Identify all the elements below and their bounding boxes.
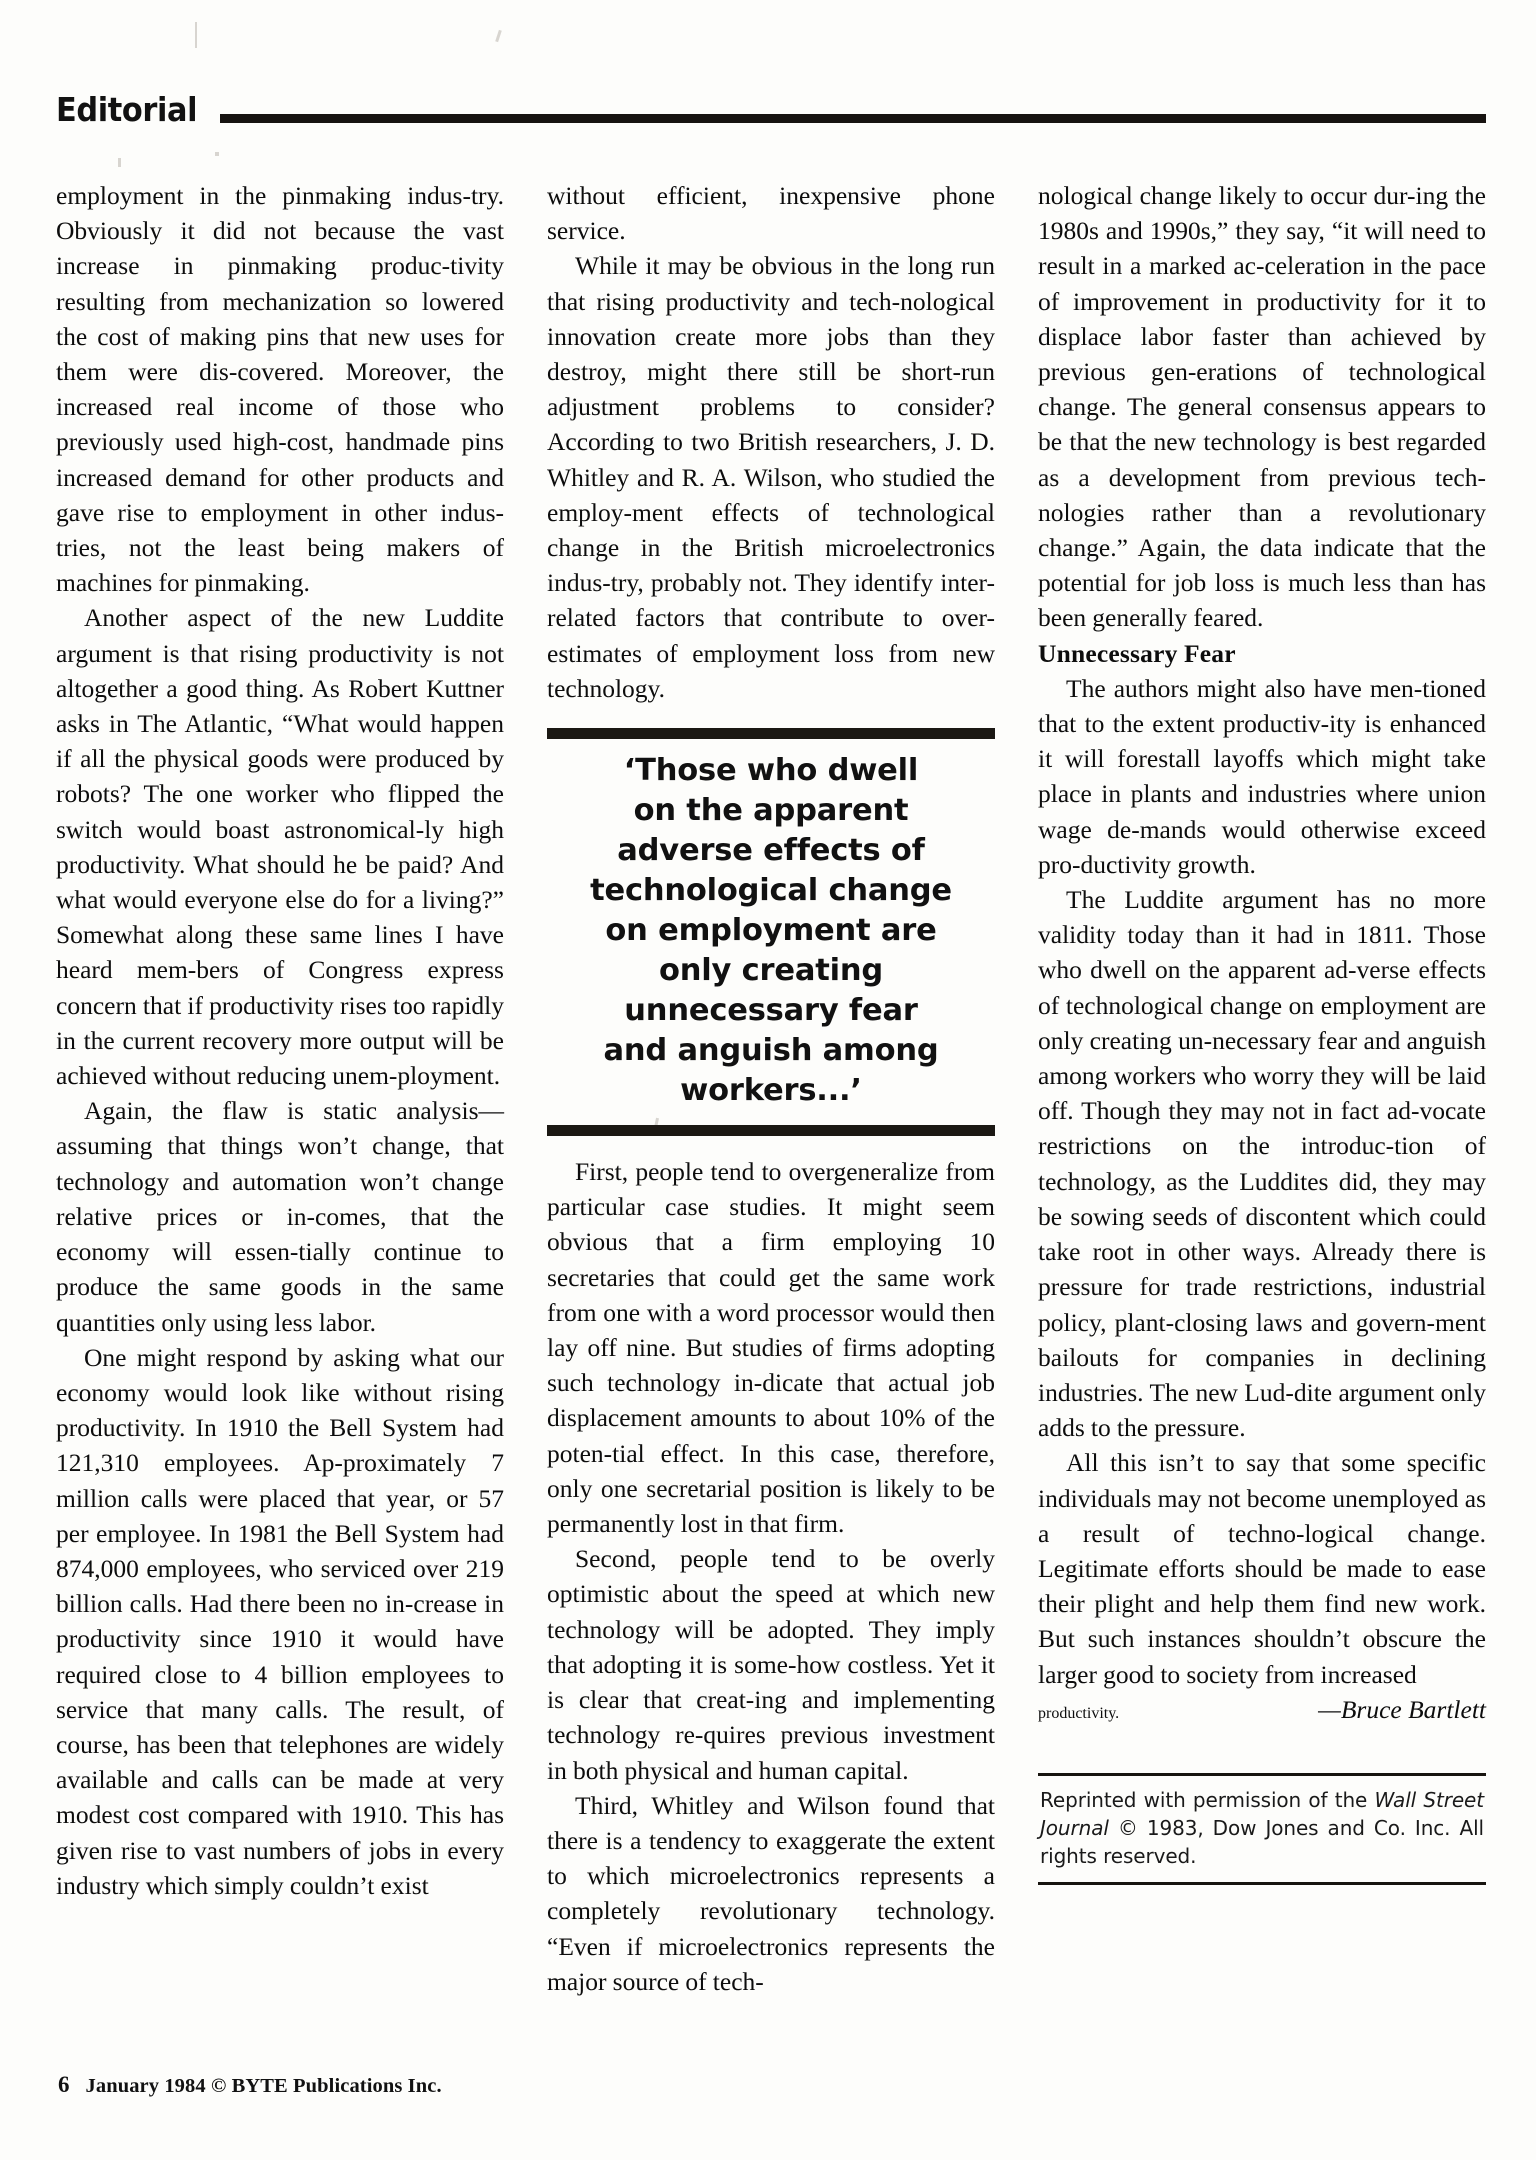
reprint-part-1: Reprinted with permission of the xyxy=(1040,1787,1375,1812)
page-title: Editorial xyxy=(56,90,198,129)
article-attribution xyxy=(1038,1692,1486,1727)
pull-quote-line: adverse effects of xyxy=(617,833,925,869)
pull-quote-text xyxy=(547,739,995,1117)
paragraph: The authors might also have men-tioned that to the extent productiv-ity is enhanced it will forestall layoffs which might take place in plants and industries where union wage de-mands would otherwise exceed pro-ductivity growth. xyxy=(1038,673,1486,879)
paragraph: nological change likely to occur dur-ing the 1980s and 1990s,” they say, “it will need to result in a marked ac-celeration in the pace of improvement in productivity for it to displace labor faster than achieved by previous gen-erations of technological change. The general consensus appears to be that the new technology is best regarded as a development from previous tech-nologies rather than a revolutionary change.” Again, the data indicate that the potential for job loss is much less than has been generally feared. xyxy=(1038,181,1486,633)
column-middle xyxy=(547,178,995,1996)
paragraph: First, people tend to overgeneralize from particular case studies. It might seem obvious that a firm employing 10 secretaries that could get the same work from one with a word processor would then lay off nine. But studies of firms adopting such technology in-dicate that actual job displacement amounts to about 10% of the poten-tial effect. In this case, therefore, only one secretarial position is likely to be permanently lost in that firm. xyxy=(547,1157,995,1539)
footer-page-number: 6 xyxy=(58,2072,70,2097)
scan-speck xyxy=(195,22,197,48)
paragraph: Again, the flaw is static analysis—assuming that things won’t change, that technology and automation won’t change relative prices or in-comes, that the economy will essen-tially continue to produce the same goods in the same quantities only using less labor. xyxy=(56,1096,504,1337)
paragraph: without efficient, inexpensive phone service. xyxy=(547,181,995,246)
pull-quote-line: on the apparent xyxy=(633,793,909,829)
pull-quote-bottom-rule xyxy=(547,1125,995,1136)
paragraph: Second, people tend to be overly optimistic about the speed at which new technology will be adopted. They imply that adopting it is some-how costless. Yet it is clear that creat-ing and implementing technology re-quires previous investment in both physical and human capital. xyxy=(547,1544,995,1785)
pull-quote-line: ‘Those who dwell xyxy=(623,753,919,789)
scan-speck xyxy=(118,158,121,167)
pull-quote-line: technological change xyxy=(590,873,952,909)
pull-quote xyxy=(547,728,995,1136)
paragraph: Another aspect of the new Luddite argument is that rising productivity is not altogether a good thing. As Robert Kuttner asks in The Atlantic, “What would happen if all the physical goods were produced by robots? The one worker who flipped the switch would boast astronomical-ly high productivity. What should he be paid? And what would everyone else do for a living?” Somewhat along these same lines I have heard mem-bers of Congress express concern that if productivity rises too rapidly in the current recovery more output will be achieved without reducing unem-ployment. xyxy=(56,603,504,1091)
paragraph: Third, Whitley and Wilson found that there is a tendency to exaggerate the extent to which microelectronics represents a completely revolutionary technology. “Even if microelectronics represents the major source of tech- xyxy=(547,1790,995,1996)
reprint-part-2: © 1983, Dow Jones and Co. Inc. All rights reserved. xyxy=(1040,1815,1484,1868)
article-columns xyxy=(56,178,1488,1996)
pull-quote-line: on employment are xyxy=(605,913,937,949)
section-subhead: Unnecessary Fear xyxy=(1038,638,1236,668)
reprint-notice-text xyxy=(1040,1786,1484,1870)
paragraph: One might respond by asking what our economy would look like without rising productivity. In 1910 the Bell System had 121,310 employees. Ap-proximately 7 million calls were placed that year, or 57 per employee. In 1981 the Bell System had 874,000 employees, who serviced over 219 billion calls. Had there been no in-crease in productivity since 1910 it would have required close to 4 billion employees to service that many calls. The result, of course, has been that telephones are widely available and calls can be made at very modest cost compared with 1910. This has given rise to vast numbers of jobs in every industry which simply couldn’t exist xyxy=(56,1342,504,1900)
pull-quote-line: unnecessary fear xyxy=(624,993,918,1029)
reprint-notice xyxy=(1038,1773,1486,1885)
pull-quote-line: only creating xyxy=(659,953,883,989)
scan-speck xyxy=(215,152,219,156)
paragraph: While it may be obvious in the long run that rising productivity and tech-nological innovation create more jobs than they destroy, might there still be short-run adjustment problems to consider? According to two British researchers, J. D. Whitley and R. A. Wilson, who studied the employ-ment effects of technological change in the British microelectronics indus-try, probably not. They identify inter-related factors that contribute to over-estimates of employment loss from new technology. xyxy=(547,251,995,703)
column-right xyxy=(1038,178,1486,1978)
scan-speck xyxy=(495,30,502,42)
pull-quote-line: and anguish among xyxy=(603,1033,939,1069)
reprint-publication-name: Wall Street Journal xyxy=(1040,1787,1484,1840)
paragraph: employment in the pinmaking indus-try. Obviously it did not because the vast increase in pinmaking produc-tivity resulting from mechanization so lowered the cost of making pins that new uses for them were dis-covered. Moreover, the increased real income of those who previously used high-cost, handmade pins increased demand for other products and gave rise to employment in other indus-tries, not the least being makers of machines for pinmaking. xyxy=(56,181,504,598)
masthead xyxy=(56,72,1486,128)
pull-quote-line: workers...’ xyxy=(680,1073,862,1109)
paragraph: All this isn’t to say that some specific individuals may not become unemployed as a result of techno-logical change. Legitimate efforts should be made to ease their plight and help them find new work. But such instances shouldn’t obscure the larger good to society from increased xyxy=(1038,1448,1486,1689)
author-byline: —Bruce Bartlett xyxy=(1318,1694,1486,1724)
final-word: productivity. xyxy=(1038,1704,1120,1722)
footer-publication-line: January 1984 © BYTE Publications Inc. xyxy=(85,2075,442,2097)
column-left xyxy=(56,178,504,1978)
pull-quote-top-rule xyxy=(547,728,995,739)
paragraph: The Luddite argument has no more validity today than it had in 1811. Those who dwell on the apparent ad-verse effects of technological change on employment are only creating un-necessary fear and anguish among workers who worry they will be laid off. Though they may not in fact ad-vocate restrictions on the introduc-tion of technology, as the Luddites did, they may be sowing seeds of discontent which could take root in other ways. Already there is pressure for trade restrictions, industrial policy, plant-closing laws and govern-ment bailouts for companies in declining industries. The new Lud-dite argument only adds to the pressure. xyxy=(1038,885,1486,1443)
page-footer xyxy=(58,2072,442,2098)
masthead-rule xyxy=(220,114,1487,123)
